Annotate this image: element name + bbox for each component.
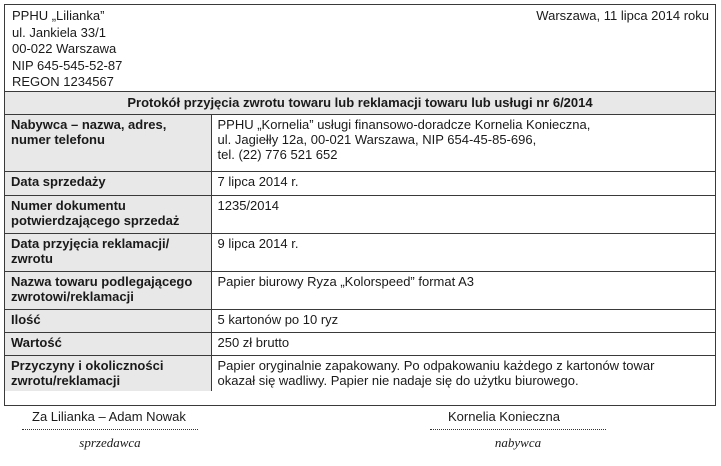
row-label <box>5 195 211 233</box>
value-line: 9 lipca 2014 r. <box>217 235 299 251</box>
seller-line: 00-022 Warszawa <box>12 41 117 56</box>
row-value <box>211 309 715 332</box>
seller-signature-role: sprzedawca <box>79 435 141 450</box>
seller-line: NIP 645-545-52-87 <box>12 57 123 73</box>
label-line: Data przyjęcia reklamacji/ <box>11 235 170 251</box>
table-row <box>5 115 715 171</box>
label-line: zwrotu/reklamacji <box>11 372 121 388</box>
table-row <box>5 332 715 355</box>
row-label <box>5 171 211 195</box>
table-row <box>5 355 715 391</box>
protocol-table <box>5 115 715 391</box>
protocol-document <box>4 4 716 406</box>
label-line: Numer dokumentu <box>11 197 126 213</box>
label-line: zwrotu <box>11 250 53 266</box>
value-line: Papier oryginalnie zapakowany. Po odpakowaniu każdego z kartonów towar <box>217 357 655 373</box>
label-line: Nabywca – nazwa, adres, <box>11 117 167 132</box>
seller-line: REGON 1234567 <box>12 74 114 89</box>
label-line: numer telefonu <box>11 132 105 147</box>
place-and-date: Warszawa, 11 lipca 2014 roku <box>536 8 709 23</box>
value-line: okazał się wadliwy. Papier nie nadaje się do użytku biurowego. <box>217 372 579 388</box>
value-line: PPHU „Kornelia” usługi finansowo-doradcze Kornelia Konieczna, <box>217 117 591 132</box>
row-value <box>211 115 715 171</box>
label-line: Nazwa towaru podlegającego <box>11 273 193 289</box>
table-row <box>5 171 715 195</box>
label-line: potwierdzającego sprzedaż <box>11 212 180 228</box>
table-row <box>5 195 715 233</box>
table-row <box>5 309 715 332</box>
row-value <box>211 271 715 309</box>
value-line: tel. (22) 776 521 652 <box>217 147 338 162</box>
buyer-signature <box>430 409 606 451</box>
label-line: Data sprzedaży <box>11 173 106 189</box>
row-label <box>5 332 211 355</box>
table-row <box>5 271 715 309</box>
label-line: Ilość <box>11 311 41 327</box>
row-label <box>5 271 211 309</box>
row-value <box>211 233 715 271</box>
seller-signature-name: Za Lilianka – Adam Nowak <box>32 409 186 424</box>
document-header <box>5 5 715 92</box>
signature-line <box>22 427 198 430</box>
document-title: Protokół przyjęcia zwrotu towaru lub reklamacji towaru lub usługi nr 6/2014 <box>5 92 715 115</box>
value-line: 250 zł brutto <box>217 334 290 350</box>
seller-address-block <box>12 8 122 91</box>
value-line: Papier biurowy Ryza „Kolorspeed” format A3 <box>217 273 475 289</box>
label-line: Wartość <box>11 334 62 350</box>
row-label <box>5 115 211 171</box>
buyer-signature-name: Kornelia Konieczna <box>448 409 561 424</box>
value-line: ul. Jagiełły 12a, 00-021 Warszawa, NIP 654-45-85-696, <box>217 132 537 147</box>
value-line: 5 kartonów po 10 ryz <box>217 311 339 327</box>
row-value <box>211 355 715 391</box>
seller-line: PPHU „Lilianka” <box>12 8 105 23</box>
label-line: Przyczyny i okoliczności <box>11 357 164 373</box>
table-row <box>5 233 715 271</box>
seller-signature <box>22 409 198 451</box>
value-line: 1235/2014 <box>217 197 279 213</box>
value-line: 7 lipca 2014 r. <box>217 173 299 189</box>
row-label <box>5 233 211 271</box>
seller-line: ul. Jankiela 33/1 <box>12 24 106 40</box>
row-label <box>5 355 211 391</box>
label-line: zwrotowi/reklamacji <box>11 288 134 304</box>
row-value <box>211 171 715 195</box>
buyer-signature-role: nabywca <box>494 435 542 450</box>
signature-line <box>430 427 606 430</box>
row-value <box>211 332 715 355</box>
row-label <box>5 309 211 332</box>
row-value <box>211 195 715 233</box>
